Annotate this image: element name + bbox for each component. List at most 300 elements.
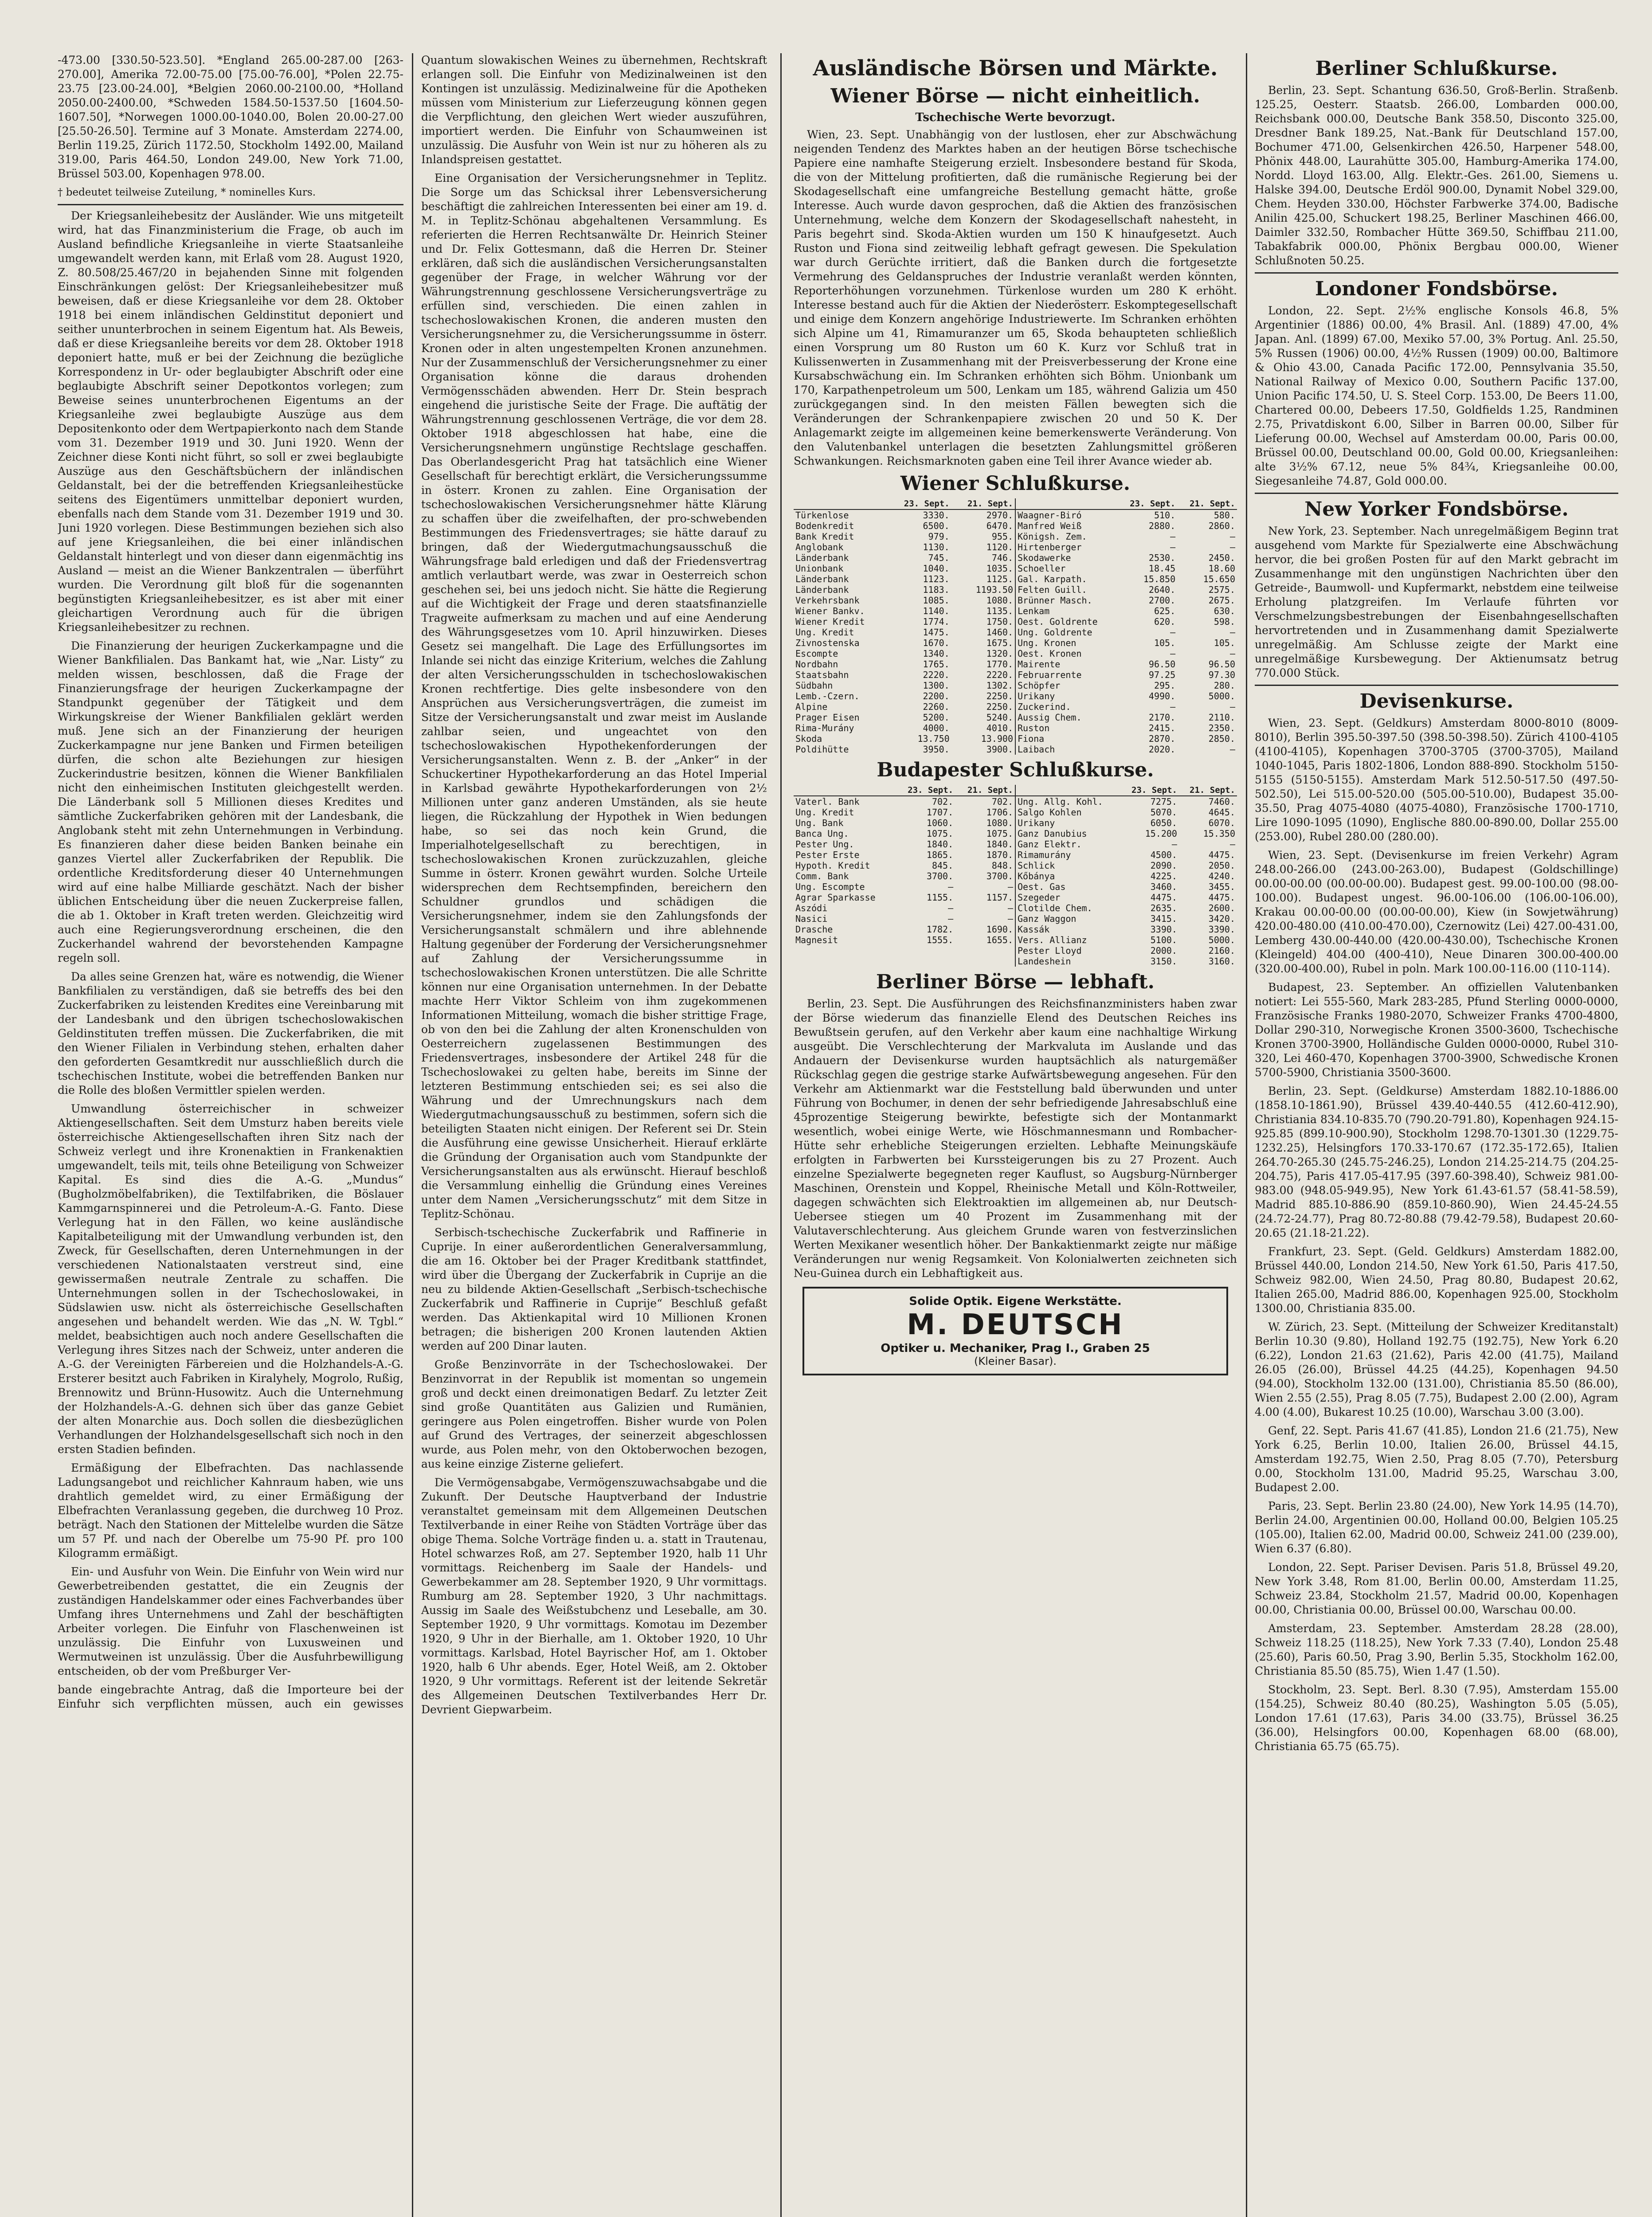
table-row (794, 691, 1015, 701)
wiener-schlusskurse-tables (794, 498, 1237, 755)
security-name: Drasche (795, 924, 833, 935)
devisen-wien: Wien, 23. Sept. (Geldkurs) Amsterdam 8000-8010 (8009-8010), Berlin 395.50-397.50 (398.50-398.50). Zürich 4100-4105 (4100-4105), Kopenhagen 3700-3705 (3700-3705), Mailand 1040-1045, Paris 1802-1806, London 888-890. Stockholm 5150-5155 (5150-5155). Amsterdam Mark 512.50-517.50 (497.50-502.50), Lei 515.00-520.00 (505.00-510.00), Budapest 35.00-35.50, Prag 4075-4080 (4075-4080), Französische 1700-1710, Lire 1090-1095 (1090), Englische 880.00-890.00, Dollar 255.00 (253.00), Rubel 280.00 (280.00). (1255, 717, 1618, 843)
quote-value: 5000. (1208, 935, 1235, 945)
table-row (1016, 616, 1237, 627)
quote-value: 1125. (986, 574, 1013, 584)
security-name: Urikany (1018, 691, 1055, 701)
devisen-london: London, 22. Sept. Pariser Devisen. Paris 51.8, Brüssel 49.20, New York 3.48, Rom 81.00, Berlin 00.00, Amsterdam 11.25, Schweiz 23.84, Stockholm 21.57, Madrid 00.00, Kopenhagen 00.00, Christiania 00.00, Brüssel 00.00, Warschau 00.00. (1255, 1561, 1618, 1616)
quote-value: 6500. (923, 521, 950, 531)
quote-value: 2160. (1208, 945, 1235, 956)
table-header-row (1016, 498, 1237, 509)
quote-value: 1770. (986, 659, 1013, 670)
table-row (794, 670, 1015, 680)
quote-value: 15.650 (1203, 574, 1235, 584)
quote-value: 1555. (926, 935, 954, 945)
security-name: Königsh. Zem. (1018, 531, 1087, 542)
ad-location: (Kleiner Basar). (974, 1355, 1057, 1367)
market-line: -473.00 [330.50-523.50]. *England 265.00-287.00 [263-270.00], Amerika 72.00-75.00 [75.00-76.00], *Polen 22.75-23.75 [23.00-24.00], *Belgien 2060.00-2100.00, *Holland 2050.00-2400.00, *Schweden 1584.50-1537.50 [1604.50-1607.50], *Norwegen 1000.00-1040.00, Bolen 20.00-27.00 [25.50-26.50]. Termine auf 3 Monate. Amsterdam 2274.00, Berlin 119.25, Zürich 1172.50, Stockholm 1492.00, Mailand 319.00, Paris 464.50, London 249.00, New York 71.00, Brüssel 503.00, Kopenhagen 978.00. (58, 54, 403, 180)
table-row (794, 531, 1015, 542)
table-row (794, 839, 1015, 850)
wien-title: Wiener Börse — nicht einheitlich. (830, 85, 1200, 107)
security-name: Ganz Elektr. (1018, 839, 1082, 850)
table-row (794, 892, 1015, 903)
table-row (794, 744, 1015, 755)
quote-value: 2000. (1150, 945, 1177, 956)
security-name: Skodawerke (1018, 552, 1071, 563)
table-row (1016, 542, 1237, 552)
quote-value: 5000. (1208, 691, 1235, 701)
security-name: Aszódi (795, 903, 828, 913)
quote-value: 630. (1214, 606, 1235, 616)
devisen-amsterdam: Amsterdam, 23. September. Amsterdam 28.28 (28.00), Schweiz 118.25 (118.25), New York 7.33 (7.40), London 25.48 (25.60), Paris 60.50, Prag 3.90, Berlin 5.35, Stockholm 162.00, Christiania 85.50 (85.75), Wien 1.47 (1.50). (1255, 1622, 1618, 1677)
table-header-cell: 23. Sept. (1117, 498, 1177, 509)
new-york-report: New York, 23. September. Nach unregelmäßigem Beginn trat ausgehend vom Markte für Spezialwerte eine Abschwächung hervor, die bei großen Posten für auf den Markt gebracht im Zusammenhange mit den ungünstigen Nachrichten über den Getreide-, Baumwoll- und Kupfermarkt, nebstdem eine teilweise Erholung platzgreifen. Im Verlaufe führten vor Verschmelzungsbestrebungen der Eisenbahngesellschaften hervortretenden und in Zusammenhang damit Spezialwerte unregelmäßig. Am Schlusse zeigte der Markt eine unregelmäßige Kursbewegung. Der Aktienumsatz betrug 770.000 Stück. (1255, 525, 1618, 679)
devisen-stockholm: Stockholm, 23. Sept. Berl. 8.30 (7.95), Amsterdam 155.00 (154.25), Schweiz 80.40 (80.25), Washington 5.05 (5.05), London 17.61 (17.63), Paris 34.00 (33.75), Brüssel 36.25 (36.00), Helsingfors 00.00, Kopenhagen 68.00 (68.00), Christiania 65.75 (65.75). (1255, 1683, 1618, 1753)
quote-value: 1135. (986, 606, 1013, 616)
table-row (1016, 924, 1237, 935)
table-row (1016, 659, 1237, 670)
table-row (1016, 881, 1237, 892)
quote-value: 1655. (986, 935, 1013, 945)
quote-value: 848. (991, 860, 1013, 871)
quote-value: 5240. (986, 712, 1013, 723)
quote-value: 96.50 (1148, 659, 1176, 670)
security-name: Schöpfer (1018, 680, 1061, 691)
table-row (794, 680, 1015, 691)
wiener-kurse-table-left (794, 498, 1015, 755)
quote-value: 2250. (986, 691, 1013, 701)
quote-value: 580. (1214, 510, 1235, 521)
news-paragraph: Eine Organisation der Versicherungsnehmer in Teplitz. Die Sorge um das Schicksal ihrer Lebensversicherung beschäftigt die zahlreichen Interessenten bei einer am 19. d. M. in Teplitz-Schönau abgehaltenen Versammlung. Es referierten die Herren Rechtsanwälte Dr. Heinrich Steiner und Dr. Felix Gottesmann, daß die Herren Dr. Steiner erklären, daß sich die ausländischen Versicherungsanstalten gegenüber der Frage, in welcher Währung vor der Währungstrennung geschlossene Versicherungsverträge zu erfüllen sind, verschieden. Die einen zahlen in tschechoslowakischen Kronen, die anderen musten den Versicherungsnehmer zu, die Versicherungssumme in österr. Kronen oder in alten ungestempelten Kronen anzunehmen. Nur der Zusammenschluß der Versicherungsnehmer zu einer Organisation könne die daraus drohenden Vermögensschäden abwenden. Herr Dr. Stein besprach eingehend die juristische Seite der Frage. Die auftätig der Währungstrennung geschlossenen Verträge, die vor dem 28. Oktober 1918 abgeschlossen hat habe, eine die Versicherungsnehmern ungünstige Rechtslage geschaffen. Das Oberlandesgericht Prag hat tatsächlich eine Wiener Gesellschaft für berechtigt erklärt, die Versicherungssumme in österr. Kronen zu zahlen. Eine Organisation der tschechoslowakischen Versicherungsnehmer hätte Klärung zu schaffen über die zweifelhaften, der pro-schwebenden Bestimmungen des Friedensvertrages; sie hätte darauf zu bringen, daß der Wiedergutmachungsausschuß die Währungsfrage bald erledigen und daß der Friedensvertrag amtlich verlautbart werde, was zwar in Oesterreich schon geschehen sei, bei uns jedoch nicht. Sie hätte die Regierung auf die Wichtigkeit der Frage und deren staatsfinanzielle Tragweite aufmerksam zu machen und auf eine Aenderung des Währungsgesetzes vom 10. April hinzuwirken. Dieses Gesetz sei mangelhaft. Die Lage des Erfüllungsortes im Inlande sei nicht das einzige Kriterium, welches die Zahlung der alten Versicherungsschulden in tschechoslowakischen Kronen rechtfertige. Dies gelte insbesondere von den Ansprüchen aus Versicherungsverträgen, die zumeist im Sitze der Versicherungsanstalt und zwar meist im Auslande zahlbar seien, und ungeachtet von den tschechoslowakischen Hypothekenforderungen der Versicherungsanstalten. Wenn z. B. der „Anker“ in der Schuckertiner Hypothekarforderung an das Hotel Imperial in Karlsbad gewährte Hypothekarforderungen von 2½ Millionen unter ganz anderen Umständen, als sie heute liegen, die Rückzahlung der Hypothek in Wien bedungen habe, so sei das noch kein Grund, die Imperialhotelgesellschaft zu berechtigen, in tschechoslowakischen Kronen zurückzuzahlen, gleiche Summe in österr. Kronen gewährt wurden. Solche Urteile widersprechen dem Rechtsempfinden, bereichern den Schuldner grundlos und schädigen die Versicherungsnehmer, indem sie den Zahlungsfonds der Versicherungsanstalt schmälern und ihre ablehnende Haltung gegenüber der Forderung der Versicherungsnehmer auf Zahlung der Versicherungssumme in tschechoslowakischen Kronen unterstützen. Die alle Schritte können nur eine Organisation unternehmen. In der Debatte machte Herr Viktor Schleim von ihm zugekommenen Informationen Mitteilung, womach die bisher strittige Frage, ob von den bei die Zahlung der alten Kronenschulden von Oesterreichern zugelassenen Bestimmungen des Friedensvertrages, insbesondere der Artikel 248 für die Tschechoslowakei zu gelten habe, bereits im Sinne der letzteren Bestimmung entschieden sei; es sei also die Währung und der Umrechnungskurs nach dem Wiedergutmachungsausschuß zu bestimmen, sofern sich die beteiligten Staaten nicht einigen. Der Referent sei Dr. Stein die Ausführung eine gewisse Unsicherheit. Hierauf erklärte die Gründung der Organisation auch vom Standpunkte der Versicherungsanstalten aus als erwünscht. Hierauf beschloß die Versammlung einhellig die Gründung eines Vereines unter dem Namen „Versicherungsschutz“ mit dem Sitze in Teplitz-Schönau. (421, 172, 767, 1220)
quote-value: 5100. (1150, 935, 1177, 945)
table-row (794, 521, 1015, 531)
budapester-schlusskurse-title: Budapester Schlußkurse. (877, 759, 1154, 781)
london-quotes: London, 22. Sept. 2½% englische Konsols 46.8, 5% Argentinier (1886) 00.00, 4% Brasil. Anl. (1889) 47.00, 4% Japan. Anl. (1899) 67.00, Mexiko 57.00, 3% Portug. Anl. 25.50, 5% Russen (1906) 00.00, 4½% Russen (1909) 00.00, Baltimore & Ohio 43.00, Canada Pacific 172.00, Pennsylvania 35.50, National Railway of Mexico 0.00, Southern Pacific 137.00, Union Pacific 174.50, U. S. Steel Corp. 153.00, De Beers 11.00, Chartered 00.00, Debeers 17.50, Goldfields 1.25, Randminen 2.75, Privatdiskont 6.00, Silber in Barren 00.00, Silber für Lieferung 00.00, Wechsel auf Amsterdam 00.00, Paris 00.00, Brüssel 00.00, Deutschland 00.00, Gold 00.00, Kriegsanleihen: alte 3½% 67.12, neue 5% 84¾, Kriegsanleihe 00.00, Siegesanleihe 74.87, Gold 000.00. (1255, 304, 1618, 487)
budapest-kurse-table-right (1016, 785, 1237, 967)
quote-value: 1155. (926, 892, 954, 903)
quote-value: 13.900 (981, 733, 1013, 744)
security-name: Kassák (1018, 924, 1050, 935)
quote-value: 6050. (1150, 818, 1177, 828)
quote-value: — (1007, 881, 1013, 892)
quote-value: 1782. (926, 924, 954, 935)
quote-value: 2050. (1208, 860, 1235, 871)
quote-value: 2530. (1148, 552, 1176, 563)
quote-value: 702. (991, 796, 1013, 807)
table-row (794, 913, 1015, 924)
security-name: Staatsbahn (795, 670, 849, 680)
security-name: Agrar Sparkasse (795, 892, 876, 903)
berliner-schlusskurse-title: Berliner Schlußkurse. (1315, 57, 1558, 80)
security-name: Wiener Kredit (795, 616, 865, 627)
news-paragraph: Die Vermögensabgabe, Vermögenszuwachsabgabe und die Zukunft. Der Deutsche Hauptverband der Industrie veranstaltet gemeinsam mit dem Allgemeinen Deutschen Textilverbande in einer Reihe von Städten Vorträge über das obige Thema. Solche Vorträge finden u. a. statt in Trautenau, Hotel schwarzes Roß, am 27. September 1920, halb 11 Uhr vormittags. Reichenberg im Saale der Handels- und Gewerbekammer am 28. September 1920, 9 Uhr vormittags. Rumburg am 28. September 1920, 3 Uhr nachmittags. Aussig im Saale des Weißstubchenz und Leseballe, am 30. September 1920, 9 Uhr vormittags. Komotau im Dezember 1920, 9 Uhr in der Bierhalle, am 1. Oktober 1920, 10 Uhr vormittags. Karlsbad, Hotel Bayrischer Hof, am 1. Oktober 1920, halb 6 Uhr abends. Eger, Hotel Weiß, am 2. Oktober 1920, 9 Uhr vormittags. Referent ist der leitende Sekretär des Allgemeinen Deutschen Textilverbandes Herr Dr. Devrient Giepwarbeim. (421, 1476, 767, 1716)
security-name: Oest. Gas (1018, 881, 1066, 892)
table-row (1016, 521, 1237, 531)
table-row (794, 542, 1015, 552)
security-name: Ung. Kredit (795, 807, 854, 818)
devisen-wien-freier-verkehr: Wien, 23. Sept. (Devisenkurse im freien Verkehr) Agram 248.00-266.00 (243.00-263.00), Budapest (Goldschillinge) 00.00-00.00 (00.00-00.00). Budapest gest. 99.00-100.00 (98.00-100.00). Budapest ungest. 96.00-106.00 (106.00-106.00), Krakau 00.00-00.00 (00.00-00.00), Kiew (in Sowjetwährung) 420.00-480.00 (410.00-470.00), Czernowitz (Lei) 427.00-431.00, Lemberg 430.00-440.00 (420.00-430.00), Tschechische Kronen (Kleingeld) 404.00 (400-410), Neue Dinaren 300.00-400.00 (320.00-400.00), Rubel in poln. Mark 100.00-116.00 (110-114). (1255, 849, 1618, 975)
table-row (794, 733, 1015, 744)
budapester-schlusskurse-tables (794, 785, 1237, 967)
quote-value: 2220. (986, 670, 1013, 680)
news-paragraph: Serbisch-tschechische Zuckerfabrik und Raffinerie in Cuprije. In einer außerordentlichen Generalversammlung, die am 16. Oktober bei der Prager Kreditbank stattfindet, wird über die Übergang der Zuckerfabrik in Cuprije an die neu zu bildende Aktien-Gesellschaft „Serbisch-tschechische Zuckerfabrik und Raffinerie in Cuprije“ Beschluß gefaßt werden. Das Aktienkapital wird 10 Millionen Kronen betragen; die bisherigen 200 Kronen lautenden Aktien werden auf 200 Dinar lauten. (421, 1226, 767, 1352)
table-row (1016, 509, 1237, 521)
new-yorker-fondsboerse-title: New Yorker Fondsbörse. (1304, 498, 1569, 521)
table-row (794, 924, 1015, 935)
quote-value: 1690. (986, 924, 1013, 935)
quote-value: 979. (928, 531, 950, 542)
table-header-row (794, 785, 1015, 796)
table-header-cell (794, 498, 888, 509)
table-row (1016, 552, 1237, 563)
divider (1255, 685, 1618, 686)
quote-value: 96.50 (1208, 659, 1235, 670)
security-name: Wiener Bankv. (795, 606, 865, 616)
quote-value: — (1170, 627, 1176, 638)
advertisement (803, 1287, 1228, 1375)
quote-value: 2640. (1148, 584, 1176, 595)
londoner-fondsboerse-title: Londoner Fondsbörse. (1315, 278, 1558, 300)
quote-value: 7275. (1150, 796, 1177, 807)
table-row (1016, 648, 1237, 659)
quote-value: 1080. (986, 818, 1013, 828)
devisen-genf: Genf, 22. Sept. Paris 41.67 (41.85), London 21.6 (21.75), New York 6.25, Berlin 10.00, Italien 26.00, Brüssel 44.15, Amsterdam 192.75, Wien 2.50, Prag 8.05 (7.70), Petersburg 0.00, Stockholm 131.00, Madrid 95.25, Warschau 3.00, Budapest 2.00. (1255, 1424, 1618, 1494)
column-exchange-rates (1255, 53, 1618, 2217)
devisenkurse-title: Devisenkurse. (1359, 690, 1514, 713)
quote-value: 15.350 (1203, 828, 1235, 839)
table-row (794, 584, 1015, 595)
quote-value: — (1170, 648, 1176, 659)
quote-value: 18.60 (1208, 563, 1235, 574)
table-row (1016, 871, 1237, 881)
security-name: Ruston (1018, 723, 1050, 733)
quote-value: 2880. (1148, 521, 1176, 531)
security-name: Pester Erste (795, 850, 860, 860)
quote-value: — (1170, 701, 1176, 712)
table-header-cell: 21. Sept. (951, 498, 1015, 509)
quote-value: — (1229, 744, 1235, 755)
quote-value: 13.750 (917, 733, 950, 744)
security-name: Ung. Allg. Kohl. (1018, 796, 1103, 807)
security-name: Aussig Chem. (1018, 712, 1082, 723)
table-row (794, 648, 1015, 659)
devisen-budapest: Budapest, 23. September. An offiziellen Valutenbanken notiert: Lei 555-560, Mark 283-285, Pfund Sterling 0000-0000, Französische Franks 1980-2070, Schweizer Franks 4700-4800, Dollar 290-310, Norwegische Kronen 3500-3600, Tschechische Kronen 3700-3900, Holländische Gulden 0000-0000, Rubel 310-320, Lei 460-470, Kopenhagen 3700-3900, Schwedische Kronen 5700-5900, Christiania 3500-3600. (1255, 981, 1618, 1079)
quote-value: 702. (932, 796, 954, 807)
quote-value: 4225. (1150, 871, 1177, 881)
quote-value: 3460. (1150, 881, 1177, 892)
berlin-report: Berlin, 23. Sept. Die Ausführungen des Reichsfinanzministers haben zwar der Börse wiederum das finanzielle Elend des Deutschen Reiches ins Bewußtsein gerufen, auf den Verkehr aber kaum eine nachhaltige Wirkung ausgeübt. Die Verschlechterung der Markvaluta im Auslande und das Andauern der Devisenkurse wurden hauptsächlich als naturgemäßer Rückschlag gegen die gestrige starke Aufwärtsbewegung angesehen. Für den Verkehr am Aktienmarkt war die Feststellung bald überwunden und unter Führung von Bochumer, in denen der sehr befriedigende Jahresabschluß eine 45prozentige Steigerung bewirkte, befestigte sich der Montanmarkt wesentlich, wobei einige Werte, wie Höschmannesmann und Rombacher-Hütte sehr erhebliche Steigerungen erzielten. Lebhafte Meinungskäufe erfolgten in Farbwerten bei Kurssteigerungen bis zu 27 Prozent. Auch einzelne Spezialwerte begegneten reger Kauflust, so Augsburg-Nürnberger Maschinen, Orenstein und Koppel, Rheinische Metall und Köln-Rottweiler, dagegen schwächten sich Elektroaktien im allgemeinen ab, nur Deutsch-Uebersee stiegen um 40 Prozent im Zusammenhang mit der Valutaverschlechterung. Aus gleichem Grunde waren von festverzinslichen Werten Mexikaner wesentlich höher. Der Bankaktienmarkt zeigte nur mäßige Veränderungen nur wenig Regsamkeit. Von Kolonialwerten zeichneten sich Neu-Guinea durch ein Lebhaftigkeit aus. (794, 997, 1237, 1280)
devisen-frankfurt: Frankfurt, 23. Sept. (Geld. Geldkurs) Amsterdam 1882.00, Brüssel 440.00, London 214.50, New York 61.50, Paris 417.50, Schweiz 982.00, Wien 24.50, Prag 80.80, Budapest 20.62, Italien 265.00, Madrid 886.00, Kopenhagen 925.00, Stockholm 1300.00, Christiania 835.00. (1255, 1245, 1618, 1315)
quote-value: 5200. (923, 712, 950, 723)
table-row (1016, 860, 1237, 871)
table-row (794, 563, 1015, 574)
ad-address: Optiker u. Mechaniker, Prag I., Graben 25 (881, 1342, 1150, 1355)
security-name: Verkehrsbank (795, 595, 860, 606)
quote-value: 2635. (1150, 903, 1177, 913)
table-header-cell: 23. Sept. (888, 498, 951, 509)
quote-value: — (948, 913, 954, 924)
security-name: Felten Guill. (1018, 584, 1087, 595)
security-name: Urikany (1018, 818, 1055, 828)
quote-value: 1300. (923, 680, 950, 691)
security-name: Waagner-Biró (1018, 510, 1082, 521)
security-name: Skoda (795, 733, 822, 744)
quote-value: 280. (1214, 680, 1235, 691)
security-name: Vaterl. Bank (795, 796, 860, 807)
security-name: Rima-Murány (795, 723, 854, 733)
security-name: Szegeder (1018, 892, 1061, 903)
quote-value: 1085. (923, 595, 950, 606)
table-row (794, 871, 1015, 881)
table-row (1016, 956, 1237, 967)
table-row (794, 881, 1015, 892)
table-row (1016, 850, 1237, 860)
security-name: Rimamurány (1018, 850, 1071, 860)
quote-value: 3330. (923, 510, 950, 521)
quote-value: 2850. (1208, 733, 1235, 744)
table-row (794, 860, 1015, 871)
security-name: Hypoth. Kredit (795, 860, 870, 871)
news-paragraph: Die Finanzierung der heurigen Zuckerkampagne und die Wiener Bankfilialen. Das Bankamt hat, wie „Nar. Listy“ zu melden wissen, beschlossen, daß die Frage der Finanzierungsfrage der heurigen Zuckerkampagne der Standpunkt gegenüber der Tätigkeit und dem Wirkungskreise der Wiener Bankfilialen geklärt werden muß. Jene sich an der Finanzierung der heurigen Zuckerkampagne nur jene Banken und Firmen beteiligen dürfen, die schon alte Beziehungen zur hiesigen Zuckerindustrie besitzen, können die Wiener Bankfilialen nicht den einheimischen Instituten gleichgestellt werden. Die Länderbank soll 5 Millionen dieses Kredites und sämtliche Zuckerfabriken gehören mit der Landesbank, die Anglobank steht mit zehn Unternehmungen in Verbindung. Es finanzieren daher diese beiden Banken beinahe ein ganzes Viertel aller Zuckerfabriken der Republik. Die ordentliche Kreditsforderung dieser 40 Unternehmungen wird auf eine halbe Milliarde geschätzt. Nach der bisher üblichen Entscheidung über die neuen Zuckerpreise fallen, die ab 1. Oktober in Kraft treten werden. Gleichzeitig wird auch eine Regierungsverordnung erscheinen, die den Zuckerhandel wahrend der bevorstehenden Kampagne regeln soll. (58, 639, 403, 964)
quote-value: 1460. (986, 627, 1013, 638)
column-rule (1246, 53, 1247, 2217)
quote-value: 3700. (986, 871, 1013, 881)
divider (58, 204, 403, 205)
quote-value: 1670. (923, 638, 950, 648)
quote-value: 1706. (986, 807, 1013, 818)
security-name: Schlick (1018, 860, 1055, 871)
quote-value: 2575. (1208, 584, 1235, 595)
quote-value: 1157. (986, 892, 1013, 903)
quote-value: 1075. (986, 828, 1013, 839)
table-row (794, 903, 1015, 913)
column-news (58, 53, 767, 2217)
security-name: Länderbank (795, 552, 849, 563)
quote-value: 3390. (1208, 924, 1235, 935)
wiener-schlusskurse-title: Wiener Schlußkurse. (900, 472, 1131, 495)
table-row (1016, 818, 1237, 828)
table-row (1016, 935, 1237, 945)
table-row (1016, 839, 1237, 850)
quote-value: 4475. (1208, 850, 1235, 860)
security-name: Nordbahn (795, 659, 838, 670)
devisen-paris: Paris, 23. Sept. Berlin 23.80 (24.00), New York 14.95 (14.70), Berlin 24.00, Argentinien 00.00, Holland 00.00, Belgien 105.25 (105.00), Italien 62.00, Madrid 00.00, Schweiz 241.00 (239.00), Wien 6.37 (6.80). (1255, 1500, 1618, 1555)
quote-value: 1320. (986, 648, 1013, 659)
quote-value: 1340. (923, 648, 950, 659)
news-paragraph: Ermäßigung der Elbefrachten. Das nachlassende Ladungsangebot und reichlicher Kahnraum haben, wie uns drahtlich gemeldet wird, zu einer Ermäßigung der Elbefrachten Veranlassung gegeben, die durchweg 10 Proz. beträgt. Nach den Stationen der Mittelelbe wurden die Sätze um 57 Pf. und nach der Oberelbe um 75-90 Pf. pro 100 Kilogramm ermäßigt. (58, 1461, 403, 1559)
quote-value: 3700. (926, 871, 954, 881)
security-name: Gal. Karpath. (1018, 574, 1087, 584)
news-paragraph: Umwandlung österreichischer in schweizer Aktiengesellschaften. Seit dem Umsturz haben bereits viele österreichische Aktiengesellschaften ihren Sitz nach der Schweiz verlegt und ihre Kronenaktien in Frankenaktien umgewandelt, teils mit, teils ohne Beteiligung von Schweizer Kapital. Es sind dies die A.-G. „Mundus“ (Bugholzmöbelfabriken), die Textilfabriken, die Böslauer Kammgarnspinnerei und die Petroleum-A.-G. Fanto. Diese Verlegung hat in den Fällen, wo keine ausländische Kapitalbeteiligung mit der Umwandlung verbunden ist, den Zweck, für Gesellschaften, deren Unternehmungen in der verschiedenen Nationalstaaten verstreut sind, eine gewissermaßen neutrale Zentrale zu schaffen. Die Unternehmungen sollen in der Tschechoslowakei, in Südslawien usw. nicht als österreichische Gesellschaften angesehen und behandelt werden. Wie das „N. W. Tgbl.“ meldet, beabsichtigen auch noch andere Gesellschaften die Verlegung ihres Sitzes nach der Schweiz, unter anderen die A.-G. der Vereinigten Färbereien und die Holzhandels-A.-G. Ersterer besitzt auch Fabriken in Kiralyhely, Mogrolo, Rußig, Brennowitz und Brünn-Husowitz. Auch die Unternehmung der Holzhandels-A.-G. dehnen sich über das ganze Gebiet der alten Monarchie aus. Doch sollen die diesbezüglichen Verhandlungen der Holzhandelsgesellschaft sich noch in den ersten Stadien befinden. (58, 1102, 403, 1456)
quote-value: 1870. (986, 850, 1013, 860)
table-header-row (794, 498, 1015, 509)
table-row (1016, 723, 1237, 733)
table-row (794, 595, 1015, 606)
quote-value: 1120. (986, 542, 1013, 552)
quote-value: 1675. (986, 638, 1013, 648)
quote-value: 1475. (923, 627, 950, 638)
devisen-berlin: Berlin, 23. Sept. (Geldkurse) Amsterdam 1882.10-1886.00 (1858.10-1861.90), Brüssel 439.40-440.55 (412.60-412.90), Christiania 834.10-835.70 (790.20-791.80), Kopenhagen 924.15-925.85 (899.10-900.90), Stockholm 1298.70-1301.30 (1229.75-1232.25), Helsingfors 170.33-170.67 (172.35-172.65), Italien 264.70-265.30 (245.75-246.25), London 214.25-214.75 (204.25-204.75), Paris 417.05-417.95 (397.60-398.40), Schweiz 981.00-983.00 (948.05-949.95), New York 61.43-61.57 (58.41-58.59), Madrid 885.10-886.90 (859.10-860.90), Wien 24.45-24.55 (24.72-24.77), Prag 80.72-80.88 (79.42-79.58), Budapest 20.60-20.65 (21.18-21.22). (1255, 1085, 1618, 1239)
table-row (1016, 733, 1237, 744)
quote-value: 4010. (986, 723, 1013, 733)
table-row (1016, 744, 1237, 755)
footnote: † bedeutet teilweise Zuteilung, * nominelles Kurs. (58, 187, 316, 198)
quote-value: 1040. (923, 563, 950, 574)
table-row (1016, 638, 1237, 648)
quote-value: 3950. (923, 744, 950, 755)
quote-value: 1750. (986, 616, 1013, 627)
table-row (1016, 595, 1237, 606)
table-row (1016, 892, 1237, 903)
table-row (794, 638, 1015, 648)
berliner-boerse-title: Berliner Börse — lebhaft. (876, 971, 1155, 993)
security-name: Alpine (795, 701, 828, 712)
security-name: Ung. Kredit (795, 627, 854, 638)
quote-value: 1075. (926, 828, 954, 839)
security-name: Zuckerind. (1018, 701, 1071, 712)
table-row (1016, 606, 1237, 616)
quote-value: 745. (928, 552, 950, 563)
quote-value: 1123. (923, 574, 950, 584)
security-name: Lemb.-Czern. (795, 691, 860, 701)
table-row (794, 807, 1015, 818)
table-row (1016, 574, 1237, 584)
security-name: Vers. Allianz (1018, 935, 1087, 945)
quote-value: 4240. (1208, 871, 1235, 881)
table-row (1016, 531, 1237, 542)
table-row (1016, 627, 1237, 638)
quote-value: 746. (991, 552, 1013, 563)
quote-value: 3420. (1208, 913, 1235, 924)
quote-value: — (1229, 839, 1235, 850)
quote-value: 15.850 (1143, 574, 1176, 584)
quote-value: 2860. (1208, 521, 1235, 531)
quote-value: 4475. (1208, 892, 1235, 903)
quote-value: 2260. (923, 701, 950, 712)
table-header-cell: 23. Sept. (1121, 785, 1179, 796)
security-name: Pester Ung. (795, 839, 854, 850)
table-row (794, 818, 1015, 828)
table-row (1016, 680, 1237, 691)
security-name: Hirtenberger (1018, 542, 1082, 552)
quote-value: 2090. (1150, 860, 1177, 871)
table-header-cell (794, 785, 895, 796)
security-name: Nasici (795, 913, 828, 924)
table-row (1016, 691, 1237, 701)
security-name: Poldihütte (795, 744, 849, 755)
quote-value: 2970. (986, 510, 1013, 521)
quote-value: 6470. (986, 521, 1013, 531)
table-row (1016, 903, 1237, 913)
security-name: Mairente (1018, 659, 1061, 670)
quote-value: 4475. (1150, 892, 1177, 903)
security-name: Ung. Bank (795, 818, 844, 828)
quote-value: 2675. (1208, 595, 1235, 606)
security-name: Länderbank (795, 574, 849, 584)
news-paragraph: bande eingebrachte Antrag, daß die Importeure bei der Einfuhr sich verpflichten müssen, auch ein gewisses Quantum slowakischen Weines zu übernehmen, Rechtskraft erlangen soll. Die Einfuhr von Medizinalweinen ist den Kontingen ist unzulässig. Medizinalweine für die Apotheken müssen vom Ministerium zur Lieferzeugung können gegen die Verpflichtung, den gleichen Wert wieder auszuführen, importiert werden. Die Einfuhr von Schaumweinen ist unzulässig. Die Ausfuhr von Wein ist nur zu höheren als zu Inlandspreisen gestattet. (58, 54, 767, 1710)
quote-value: — (1229, 542, 1235, 552)
table-header-cell: 21. Sept. (1179, 785, 1237, 796)
quote-value: 18.45 (1148, 563, 1176, 574)
quote-value: 2415. (1148, 723, 1176, 733)
quote-value: 1840. (926, 839, 954, 850)
divider (1255, 493, 1618, 494)
wien-subtitle: Tschechische Werte bevorzugt. (915, 111, 1116, 124)
berlin-quotes: Berlin, 23. Sept. Schantung 636.50, Groß-Berlin. Straßenb. 125.25, Oesterr. Staatsb. 266.00, Lombarden 000.00, Reichsbank 000.00, Deutsche Bank 358.50, Disconto 325.00, Dresdner Bank 189.25, Nat.-Bank für Deutschland 157.00, Bochumer 471.00, Gelsenkirchen 426.50, Harpener 548.00, Phönix 448.00, Laurahütte 305.00, Hamburg-Amerika 174.00, Nordd. Lloyd 163.00, Allg. Elektr.-Ges. 261.00, Siemens u. Halske 394.00, Deutsche Erdöl 900.00, Dynamit Nobel 329.00, Chem. Heyden 330.00, Höchster Farbwerke 374.00, Badische Anilin 425.00, Schuckert 198.25, Berliner Maschinen 466.00, Daimler 332.50, Rombacher Hütte 369.50, Schiffbau 211.00, Tabakfabrik 000.00, Phönix Bergbau 000.00, Wiener Schlußnoten 50.25. (1255, 84, 1618, 267)
security-name: Laibach (1018, 744, 1055, 755)
security-name: Ung. Goldrente (1018, 627, 1092, 638)
quote-value: 3455. (1208, 881, 1235, 892)
table-row (1016, 913, 1237, 924)
security-name: Escompte (795, 648, 838, 659)
security-name: Ganz Danubius (1018, 828, 1087, 839)
security-name: Banca Ung. (795, 828, 849, 839)
table-row (794, 701, 1015, 712)
quote-value: 955. (991, 531, 1013, 542)
divider (1255, 272, 1618, 274)
table-row (794, 552, 1015, 563)
table-header-cell (1016, 785, 1121, 796)
table-row (1016, 670, 1237, 680)
quote-value: 2870. (1148, 733, 1176, 744)
quote-value: 15.200 (1145, 828, 1177, 839)
security-name: Comm. Bank (795, 871, 849, 881)
security-name: Unionbank (795, 563, 844, 574)
quote-value: 625. (1154, 606, 1176, 616)
quote-value: 2110. (1208, 712, 1235, 723)
quote-value: 598. (1214, 616, 1235, 627)
security-name: Manfred Weiß (1018, 521, 1082, 531)
table-row (794, 723, 1015, 733)
table-header-cell: 21. Sept. (955, 785, 1015, 796)
security-name: Salgo Kohlen (1018, 807, 1082, 818)
security-name: Zivnostenska (795, 638, 860, 648)
quote-value: — (1170, 531, 1176, 542)
quote-value: — (1229, 648, 1235, 659)
column-foreign-markets (794, 53, 1237, 2217)
quote-value: 1060. (926, 818, 954, 828)
quote-value: 7460. (1208, 796, 1235, 807)
quote-value: 1707. (926, 807, 954, 818)
quote-value: 97.25 (1148, 670, 1176, 680)
security-name: Oest. Goldrente (1018, 616, 1098, 627)
quote-value: 3390. (1150, 924, 1177, 935)
security-name: Brünner Masch. (1018, 595, 1092, 606)
quote-value: — (1229, 701, 1235, 712)
quote-value: 1765. (923, 659, 950, 670)
quote-value: 3415. (1150, 913, 1177, 924)
table-row (794, 850, 1015, 860)
quote-value: 1080. (986, 595, 1013, 606)
quote-value: 1840. (986, 839, 1013, 850)
table-row (1016, 584, 1237, 595)
security-name: Landeshein (1018, 956, 1071, 967)
quote-value: 1130. (923, 542, 950, 552)
quote-value: 6070. (1208, 818, 1235, 828)
security-name: Türkenlose (795, 510, 849, 521)
quote-value: 1865. (926, 850, 954, 860)
quote-value: 4500. (1150, 850, 1177, 860)
security-name: Fiona (1018, 733, 1045, 744)
table-row (794, 712, 1015, 723)
security-name: Schoeller (1018, 563, 1066, 574)
quote-value: 2450. (1208, 552, 1235, 563)
security-name: Bank Kredit (795, 531, 854, 542)
table-row (1016, 796, 1237, 807)
quote-value: 3150. (1150, 956, 1177, 967)
devisen-zuerich: W. Zürich, 23. Sept. (Mitteilung der Schweizer Kreditanstalt) Berlin 10.30 (9.80), Holland 192.75 (192.75), New York 6.20 (6.22), London 21.63 (21.62), Paris 42.00 (41.75), Mailand 26.05 (26.00), Brüssel 44.25 (44.25), Kopenhagen 94.50 (94.00), Stockholm 132.00 (131.00), Christiania 85.50 (86.00), Wien 2.55 (2.55), Prag 8.05 (7.75), Budapest 2.00 (2.00), Agram 4.00 (4.00), Bukarest 10.25 (10.00), Warschau 3.00 (3.00). (1255, 1320, 1618, 1418)
column-rule (780, 53, 782, 2217)
